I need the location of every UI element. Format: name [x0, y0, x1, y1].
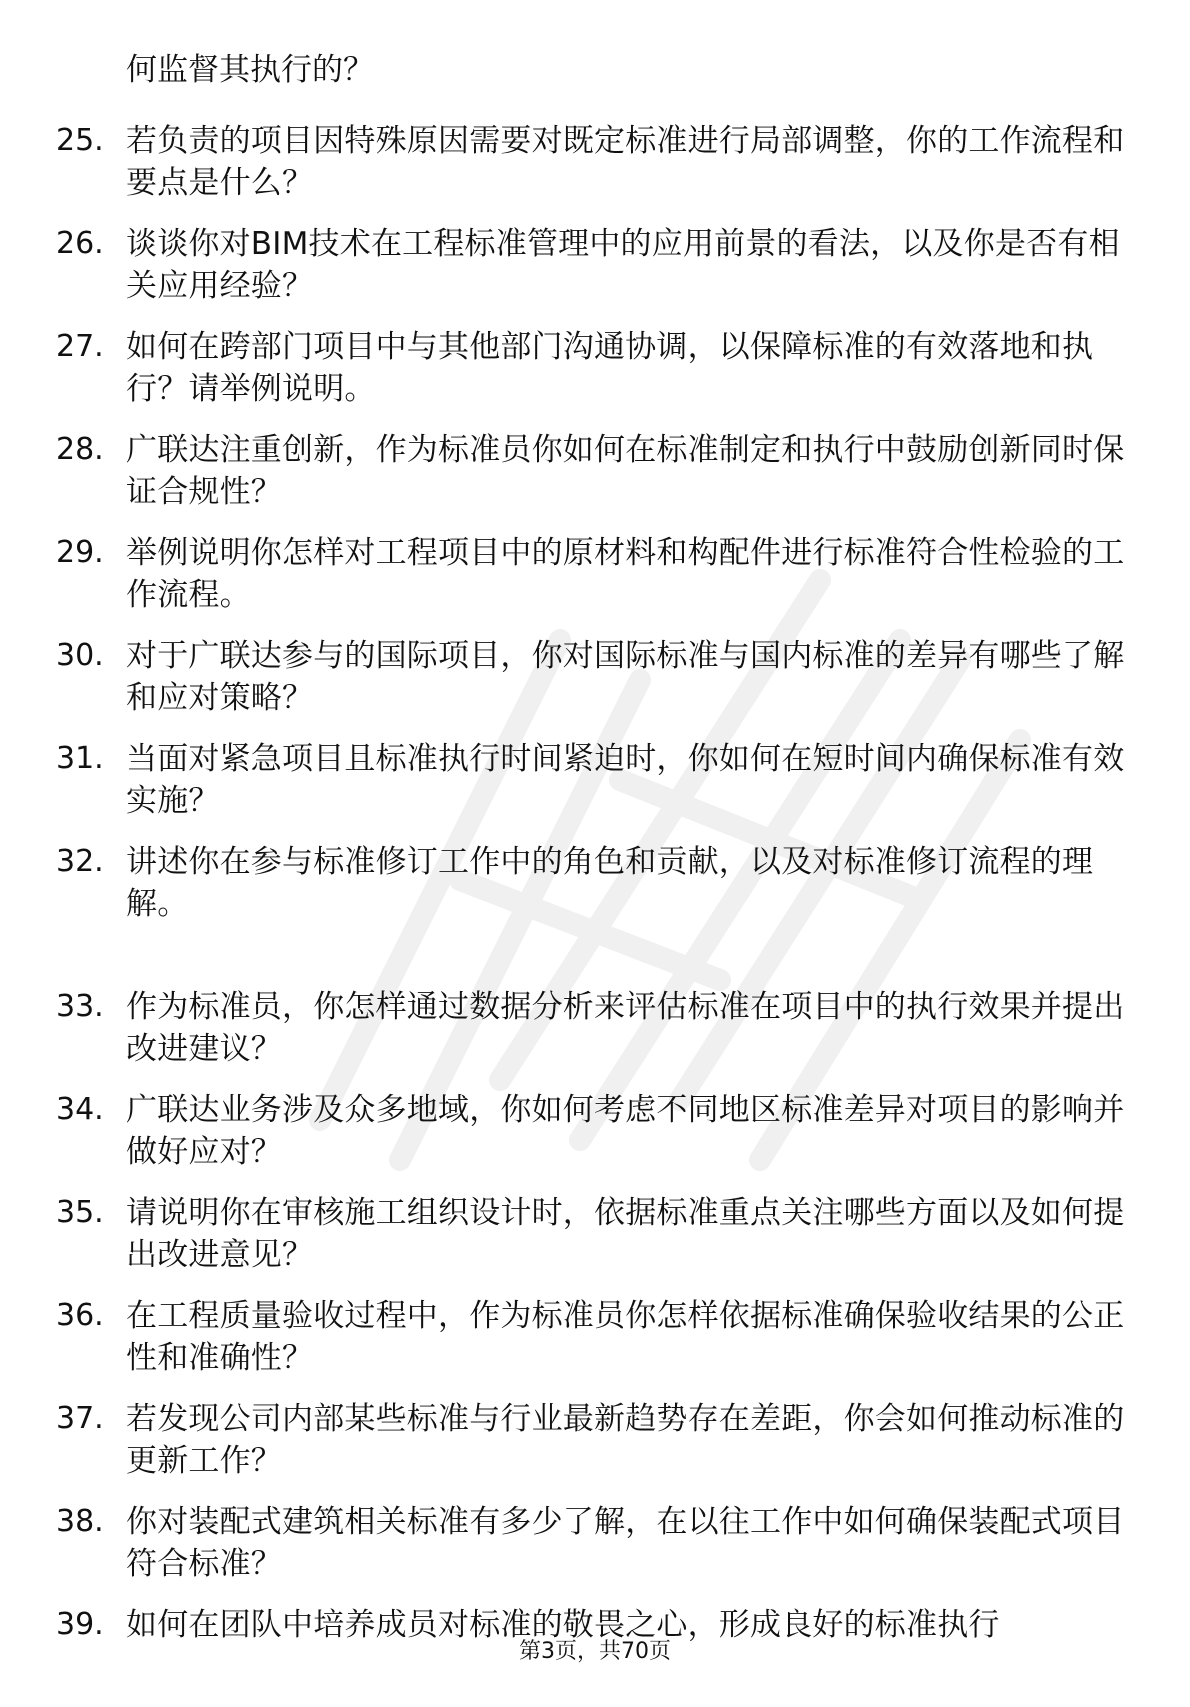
question-item — [0, 532, 1190, 635]
question-text: 在工程质量验收过程中，作为标准员你怎样依据标准确保验收结果的公正性和准确性？ — [126, 1298, 1125, 1376]
question-number: 29. — [56, 535, 104, 570]
question-item — [0, 120, 1190, 223]
question-item — [0, 986, 1190, 1089]
question-item — [0, 738, 1190, 841]
question-number: 31. — [56, 741, 104, 776]
question-text: 广联达业务涉及众多地域，你如何考虑不同地区标准差异对项目的影响并做好应对？ — [126, 1092, 1125, 1170]
question-text: 广联达注重创新，作为标准员你如何在标准制定和执行中鼓励创新同时保证合规性？ — [126, 432, 1125, 510]
question-item — [0, 841, 1190, 986]
question-text: 讲述你在参与标准修订工作中的角色和贡献，以及对标准修订流程的理解。 — [126, 844, 1094, 922]
question-number: 35. — [56, 1195, 104, 1230]
question-item — [0, 1501, 1190, 1604]
question-number: 32. — [56, 844, 104, 879]
question-text: 作为标准员，你怎样通过数据分析来评估标准在项目中的执行效果并提出改进建议？ — [126, 989, 1125, 1067]
question-item — [0, 223, 1190, 326]
question-item — [0, 1192, 1190, 1295]
question-text: 你对装配式建筑相关标准有多少了解，在以往工作中如何确保装配式项目符合标准？ — [126, 1504, 1125, 1582]
question-item — [0, 1295, 1190, 1398]
question-text: 举例说明你怎样对工程项目中的原材料和构配件进行标准符合性检验的工作流程。 — [126, 535, 1125, 613]
question-number: 37. — [56, 1401, 104, 1436]
question-item — [0, 635, 1190, 738]
question-text: 对于广联达参与的国际项目，你对国际标准与国内标准的差异有哪些了解和应对策略？ — [126, 638, 1125, 716]
question-number: 26. — [56, 226, 104, 261]
question-text: 请说明你在审核施工组织设计时，依据标准重点关注哪些方面以及如何提出改进意见？ — [126, 1195, 1125, 1273]
question-text: 谈谈你对BIM技术在工程标准管理中的应用前景的看法，以及你是否有相关应用经验？ — [126, 226, 1120, 304]
question-text: 如何在跨部门项目中与其他部门沟通协调，以保障标准的有效落地和执行？请举例说明。 — [126, 329, 1094, 407]
question-text: 如何在团队中培养成员对标准的敬畏之心，形成良好的标准执行 — [126, 1607, 1000, 1643]
question-number: 25. — [56, 123, 104, 158]
page-footer: 第3页，共70页 — [519, 1639, 671, 1664]
question-text: 若负责的项目因特殊原因需要对既定标准进行局部调整，你的工作流程和要点是什么？ — [126, 123, 1125, 201]
continued-question-text: 何监督其执行的？ — [126, 52, 374, 88]
question-number: 39. — [56, 1607, 104, 1642]
question-text: 若发现公司内部某些标准与行业最新趋势存在差距，你会如何推动标准的更新工作？ — [126, 1401, 1125, 1479]
question-text: 当面对紧急项目且标准执行时间紧迫时，你如何在短时间内确保标准有效实施？ — [126, 741, 1125, 819]
question-item — [0, 1089, 1190, 1192]
question-item — [0, 326, 1190, 429]
question-number: 38. — [56, 1504, 104, 1539]
question-number: 33. — [56, 989, 104, 1024]
question-item — [0, 1398, 1190, 1501]
question-number: 27. — [56, 329, 104, 364]
question-list — [0, 120, 1190, 1707]
question-number: 34. — [56, 1092, 104, 1127]
question-number: 30. — [56, 638, 104, 673]
question-number: 28. — [56, 432, 104, 467]
question-item — [0, 429, 1190, 532]
question-number: 36. — [56, 1298, 104, 1333]
